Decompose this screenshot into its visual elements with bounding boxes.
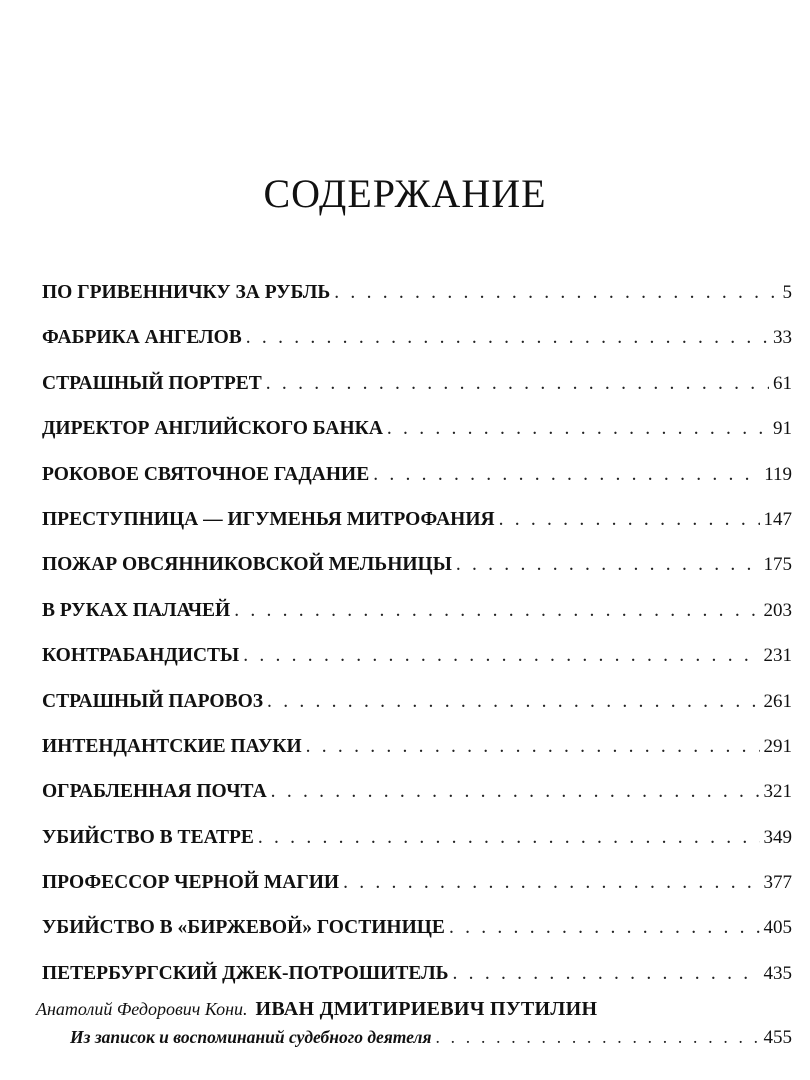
toc-entry-page: 147 <box>763 508 792 530</box>
toc-entry <box>42 872 792 917</box>
toc-entry <box>42 827 792 872</box>
dot-leader <box>334 282 778 304</box>
dot-leader <box>271 781 760 803</box>
dot-leader <box>258 827 760 849</box>
toc-entry-page: 203 <box>763 599 792 621</box>
toc-entry <box>42 736 792 781</box>
dot-leader <box>449 917 760 939</box>
toc-entry-title: ПО ГРИВЕННИЧКУ ЗА РУБЛЬ <box>42 282 331 303</box>
toc-entry-title: УБИЙСТВО В ТЕАТРЕ <box>42 826 254 848</box>
toc-entry-page: 291 <box>763 735 792 757</box>
toc-entry-title: ПЕТЕРБУРГСКИЙ ДЖЕК-ПОТРОШИТЕЛЬ <box>42 962 449 984</box>
dot-leader <box>243 645 759 667</box>
toc-entry-title: ПРОФЕССОР ЧЕРНОЙ МАГИИ <box>42 872 340 894</box>
appendix-author: Анатолий Федорович Кони. <box>36 999 248 1019</box>
toc-entry-title: ПРЕСТУПНИЦА — ИГУМЕНЬЯ МИТРОФАНИЯ <box>42 508 495 530</box>
dot-leader <box>373 464 760 486</box>
toc-entry-title: ПОЖАР ОВСЯННИКОВСКОЙ МЕЛЬНИЦЫ <box>42 554 452 576</box>
toc-entry-page: 91 <box>773 418 792 440</box>
toc-entry-page: 349 <box>763 826 792 848</box>
toc-entry <box>42 464 792 509</box>
toc-entry-title: СТРАШНЫЙ ПАРОВОЗ <box>42 690 264 712</box>
toc-entry <box>42 327 792 372</box>
appendix-subtitle: Из записок и воспоминаний судебного деятеля <box>70 1027 432 1047</box>
toc-entry-title: В РУКАХ ПАЛАЧЕЙ <box>42 599 231 621</box>
toc-entry-title: ДИРЕКТОР АНГЛИЙСКОГО БАНКА <box>42 418 383 440</box>
toc-entry-page: 435 <box>763 962 792 984</box>
toc-entry <box>42 509 792 554</box>
dot-leader <box>499 509 760 531</box>
dot-leader <box>306 736 760 758</box>
toc-entry-title: СТРАШНЫЙ ПОРТРЕТ <box>42 372 262 394</box>
toc-entry-page: 405 <box>763 917 792 939</box>
toc-entry-page: 261 <box>763 690 792 712</box>
toc-entry-page: 175 <box>763 554 792 576</box>
appendix-heading <box>36 998 796 1021</box>
toc-entry <box>42 554 792 599</box>
toc-entry <box>42 418 792 463</box>
toc-entry-title: КОНТРАБАНДИСТЫ <box>42 645 240 667</box>
dot-leader <box>343 872 759 894</box>
dot-leader <box>436 1027 760 1048</box>
appendix-title: ИВАН ДМИТИРИЕВИЧ ПУТИЛИН <box>255 998 598 1020</box>
toc-entry-page: 61 <box>773 372 792 394</box>
page-title: СОДЕРЖАНИЕ <box>263 170 547 216</box>
toc-entry <box>42 645 792 690</box>
toc-entry-page: 5 <box>782 282 792 303</box>
dot-leader <box>234 600 759 622</box>
table-of-contents <box>42 282 792 1008</box>
toc-entry-page: 119 <box>764 463 792 485</box>
toc-entry <box>42 781 792 826</box>
dot-leader <box>456 554 760 576</box>
dot-leader <box>266 373 769 395</box>
toc-entry-title: ФАБРИКА АНГЕЛОВ <box>42 327 242 349</box>
toc-entry <box>42 917 792 962</box>
dot-leader <box>387 418 769 440</box>
appendix-page: 455 <box>763 1027 792 1048</box>
toc-entry-page: 33 <box>773 327 792 349</box>
toc-entry-title: РОКОВОЕ СВЯТОЧНОЕ ГАДАНИЕ <box>42 463 370 485</box>
dot-leader <box>267 691 759 713</box>
toc-entry-page: 377 <box>763 872 792 894</box>
toc-entry <box>42 691 792 736</box>
toc-entry-title: УБИЙСТВО В «БИРЖЕВОЙ» ГОСТИНИЦЕ <box>42 917 445 939</box>
toc-entry-title: ОГРАБЛЕННАЯ ПОЧТА <box>42 781 267 803</box>
toc-entry-title: ИНТЕНДАНТСКИЕ ПАУКИ <box>42 735 302 757</box>
dot-leader <box>246 327 769 349</box>
appendix-entry <box>70 1027 792 1049</box>
dot-leader <box>453 963 760 985</box>
toc-entry-page: 231 <box>763 645 792 667</box>
toc-entry <box>42 282 792 327</box>
toc-entry <box>42 373 792 418</box>
toc-entry <box>42 600 792 645</box>
toc-entry-page: 321 <box>763 781 792 803</box>
